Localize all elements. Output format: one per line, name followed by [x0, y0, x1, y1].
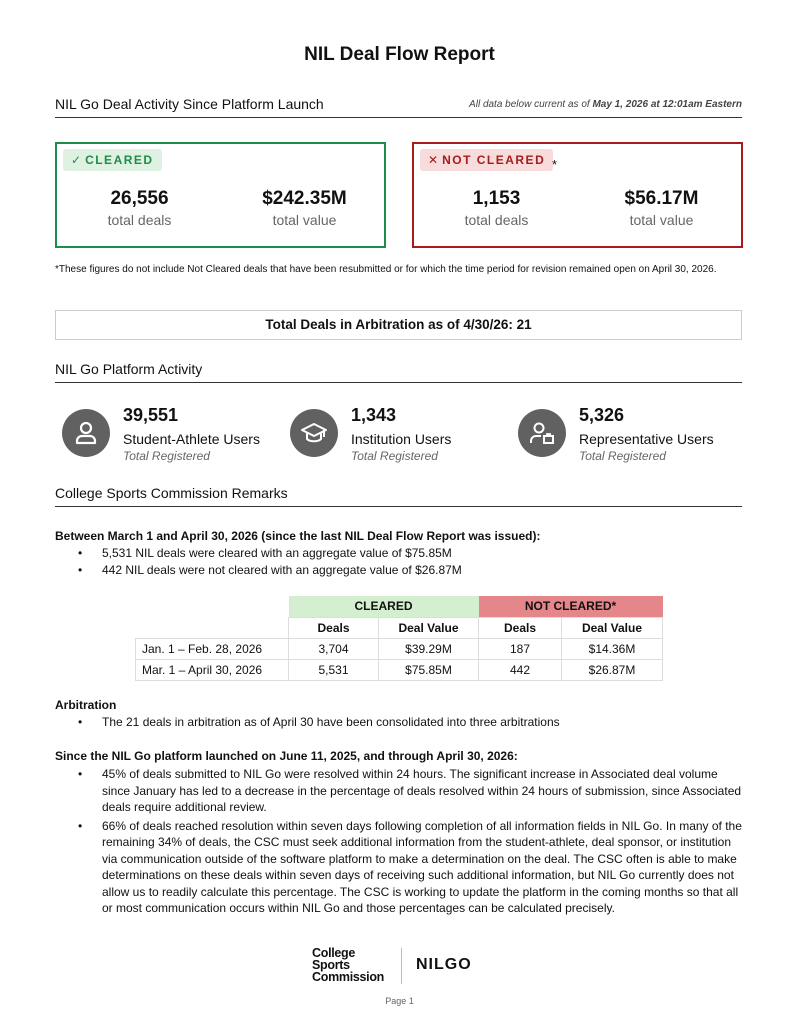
not-cleared-value-stat — [579, 188, 744, 228]
graduation-cap-icon — [290, 409, 338, 457]
list-item: • The 21 deals in arbitration as of April 30 have been consolidated into three arbitrations — [55, 714, 745, 731]
table-not-cleared-header: NOT CLEARED* — [479, 596, 663, 617]
footer-logos — [0, 946, 799, 986]
cleared-badge — [63, 149, 162, 171]
remarks-header — [55, 485, 742, 507]
period-bullet-list — [55, 545, 745, 578]
not-cleared-deals-count: 1,153 — [472, 188, 521, 209]
representative-count: 5,326 — [579, 405, 625, 425]
student-athlete-count: 39,551 — [123, 405, 179, 425]
not-cleared-summary-card — [412, 142, 743, 248]
not-cleared-value-amount: $56.17M — [624, 188, 699, 209]
asof-note — [469, 99, 742, 110]
csc-logo: College Sports Commission — [312, 946, 385, 984]
remarks-heading: College Sports Commission Remarks — [55, 485, 288, 501]
student-athlete-label: Student-Athlete Users — [123, 431, 260, 447]
list-item: • 45% of deals submitted to NIL Go were resolved within 24 hours. The significant increase in Associated deal volume since January has led to a decrease in the percentage of deals resolved within 24 hours of submission, since Associated deals require additional review. — [55, 766, 745, 816]
footnote-asterisk: * — [552, 157, 558, 172]
deal-activity-header — [55, 96, 742, 118]
institution-sub: Total Registered — [351, 449, 438, 463]
deal-activity-heading: NIL Go Deal Activity Since Platform Launch — [55, 96, 324, 112]
table-col-deals: Deals — [479, 617, 562, 638]
not-cleared-value-caption: total value — [629, 212, 694, 228]
table-cell: 442 — [479, 659, 562, 680]
cleared-deals-caption: total deals — [107, 212, 172, 228]
table-cell: $39.29M — [379, 638, 479, 659]
table-cell: 3,704 — [289, 638, 379, 659]
platform-activity-header — [55, 361, 742, 383]
report-title: NIL Deal Flow Report — [304, 44, 495, 65]
representative-icon — [518, 409, 566, 457]
not-cleared-badge — [420, 149, 553, 171]
asof-date: May 1, 2026 at 12:01am Eastern — [592, 99, 742, 110]
cleared-label: CLEARED — [85, 153, 154, 167]
table-row — [136, 659, 663, 680]
person-icon — [62, 409, 110, 457]
cleared-deals-stat — [57, 188, 222, 228]
table-cell: 187 — [479, 638, 562, 659]
page-number: Page 1 — [385, 996, 414, 1006]
table-col-value: Deal Value — [379, 617, 479, 638]
cleared-value-caption: total value — [272, 212, 337, 228]
list-item: • 66% of deals reached resolution within seven days following completion of all information fields in NIL Go. In many of the remaining 34% of deals, the CSC must seek additional information from the student-athlete, deal sponsor, or institution via communication outside of the software platform to make a determination on the deal. The CSC often is able to make determinations on these deals within seven days of receiving such additional information, but NIL Go currently does not allow us to readily calculate this percentage. The CSC is working to update the platform in the coming months so that all or most communication occurs within NIL Go and those percentages can be calculated precisely. — [55, 818, 745, 917]
list-item: • 5,531 NIL deals were cleared with an aggregate value of $75.85M — [55, 545, 745, 562]
table-row — [136, 638, 663, 659]
representative-label: Representative Users — [579, 431, 714, 447]
footnote: *These figures do not include Not Cleared deals that have been resubmitted or for which the time period for revision remained open on April 30, 2026. — [55, 264, 717, 275]
asof-prefix: All data below current as of — [469, 99, 593, 110]
student-athlete-sub: Total Registered — [123, 449, 210, 463]
table-row-period: Jan. 1 – Feb. 28, 2026 — [136, 638, 289, 659]
representative-sub: Total Registered — [579, 449, 666, 463]
table-cell: 5,531 — [289, 659, 379, 680]
table-row-period: Mar. 1 – April 30, 2026 — [136, 659, 289, 680]
period-heading: Between March 1 and April 30, 2026 (since the last NIL Deal Flow Report was issued): — [55, 529, 541, 543]
cleared-value-amount: $242.35M — [262, 188, 347, 209]
table-cell: $26.87M — [562, 659, 663, 680]
deal-comparison-table — [135, 596, 663, 681]
table-cell: $75.85M — [379, 659, 479, 680]
institution-label: Institution Users — [351, 431, 452, 447]
platform-activity-heading: NIL Go Platform Activity — [55, 361, 203, 377]
arbitration-heading: Arbitration — [55, 698, 117, 712]
check-icon: ✓ — [71, 153, 82, 167]
cleared-deals-count: 26,556 — [110, 188, 169, 209]
institution-count: 1,343 — [351, 405, 397, 425]
logo-divider — [401, 948, 402, 984]
not-cleared-deals-caption: total deals — [464, 212, 529, 228]
list-item: • 442 NIL deals were not cleared with an aggregate value of $26.87M — [55, 562, 745, 579]
not-cleared-deals-stat — [414, 188, 579, 228]
table-cleared-header: CLEARED — [289, 596, 479, 617]
cleared-summary-card — [55, 142, 386, 248]
table-cell: $14.36M — [562, 638, 663, 659]
cleared-value-stat — [222, 188, 387, 228]
arbitration-banner: Total Deals in Arbitration as of 4/30/26: 21 — [55, 310, 742, 340]
table-col-deals: Deals — [289, 617, 379, 638]
arbitration-bullet-list — [55, 714, 745, 731]
table-col-value: Deal Value — [562, 617, 663, 638]
x-icon: ✕ — [428, 153, 439, 167]
launch-bullet-list — [55, 766, 745, 917]
nilgo-logo: NILGO — [416, 956, 472, 973]
launch-heading: Since the NIL Go platform launched on June 11, 2025, and through April 30, 2026: — [55, 749, 518, 763]
not-cleared-label: NOT CLEARED — [442, 153, 546, 167]
